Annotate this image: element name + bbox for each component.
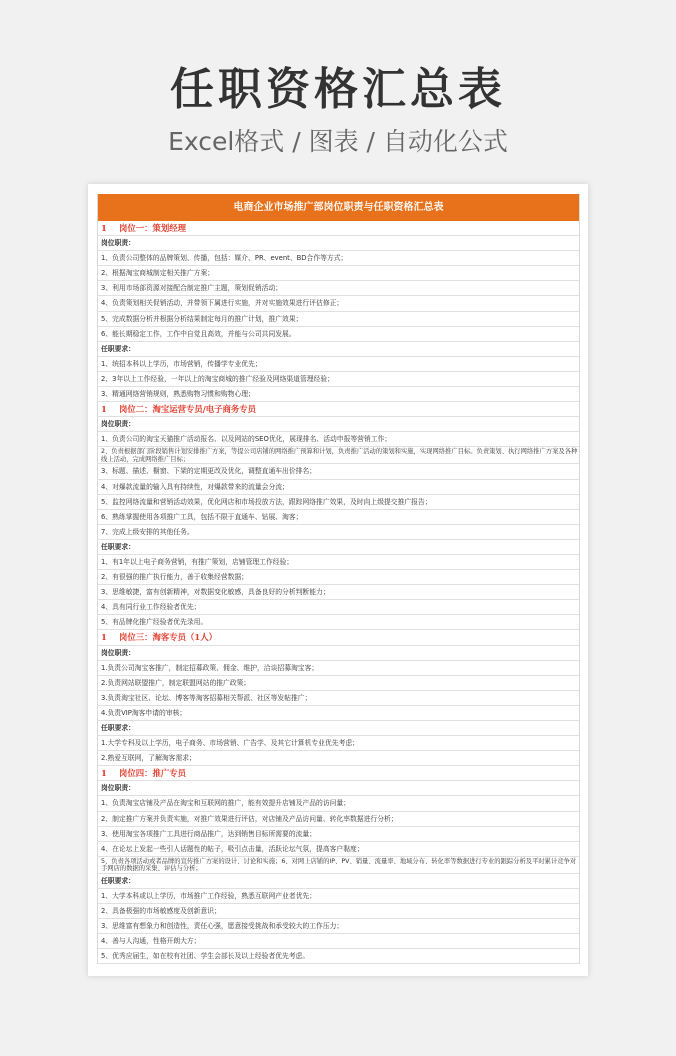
table-row: 2、负责根据部门阶段销售计划安排推广方案，等提公司店铺的网络推广预算和计划，负责推广活动的策划和实施，实现网络推广目标。负责策划、执行网络推广方案及各种线上活动，完成网络推广目标；	[98, 447, 579, 464]
table-row: 5、监控网络流量和营销活动效果，优化网店和市场投放方法，跟踪网络推广效果，及时向上级提交推广报告；	[98, 495, 579, 510]
subsection-label-row: 任职要求：	[98, 540, 579, 555]
table-row: 4、对爆款流量的输入具有持续性，对爆款带来的流量会分流；	[98, 480, 579, 495]
banner-title: 任职资格汇总表	[170, 64, 506, 115]
table-row: 1.大学专科及以上学历，电子商务、市场营销、广告学、及其它计算机专业优先考虑；	[98, 736, 579, 751]
table-row: 4、具有同行业工作经验者优先；	[98, 600, 579, 615]
table-row: 3.负责淘宝社区、论坛、博客等淘客招募相关帮派、社区等发帖推广；	[98, 691, 579, 706]
table-row: 3、精通网络营销规则，熟悉购物习惯和购物心理；	[98, 387, 579, 402]
table-row: 5、有品牌化推广经验者优先录用。	[98, 615, 579, 630]
section-number: 1	[101, 223, 107, 233]
table-row: 1、有1年以上电子商务营销，有推广策划，店铺管理工作经验；	[98, 555, 579, 570]
banner	[0, 0, 676, 160]
section-number: 1	[101, 768, 107, 779]
table-row: 1、负责公司的淘宝天猫推广活动报名、以及网站的SEO优化，展现排名、活动申报等营销工作；	[98, 432, 579, 447]
table-row: 1.负责公司淘宝客推广，制定招募政策、佣金、维护，洽谈招募淘宝客；	[98, 661, 579, 676]
table-row: 3、标题、描述、橱窗、下架的定期更改及优化，调整直通车出价排名；	[98, 464, 579, 479]
spreadsheet-preview	[88, 184, 588, 976]
table-row: 3、思维敏捷，富有创新精神，对数据变化敏感，具备良好的分析判断能力；	[98, 585, 579, 600]
table-row: 1、负责公司整体的品牌策划、传播，包括：媒介、PR、event、BD合作等方式；	[98, 251, 579, 266]
section-title-row	[98, 766, 579, 781]
table-row: 2、3年以上工作经验，一年以上的淘宝商城的推广经验及网络渠道管理经验；	[98, 372, 579, 387]
table-row: 4.负责VIP淘客申请的审核；	[98, 706, 579, 721]
summary-table	[97, 194, 580, 964]
subsection-label-row: 任职要求：	[98, 342, 579, 357]
table-row: 4、负责策划相关促销活动，并带领下属进行实施，并对实施效果进行评估修正；	[98, 296, 579, 311]
section-title: 岗位一：策划经理	[119, 223, 186, 233]
subsection-label-row: 任职要求：	[98, 874, 579, 889]
table-row: 2.负责网站联盟推广，制定联盟网站的推广政策；	[98, 676, 579, 691]
section-number: 1	[101, 404, 107, 415]
table-row: 2.熟爱互联网，了解淘客需求；	[98, 751, 579, 766]
section-title-row	[98, 221, 579, 236]
table-row: 6、能长期稳定工作，工作中自觉且高效，并能与公司共同发展。	[98, 327, 579, 342]
table-row: 5、负责各项活动或者品牌的宣传推广方案的设计、讨论和实施；6、对网上店铺的IP、PV、销量、流量率、地域分布、转化率等数据进行专业的跟踪分析及平时累计竞争对手网店的数据的采集、评估与分析；	[98, 857, 579, 874]
section-title: 岗位二：淘宝运营专员/电子商务专员	[119, 404, 257, 415]
table-row: 7、完成上级安排的其他任务。	[98, 525, 579, 540]
section-title-row	[98, 402, 579, 417]
table-row: 4、善与人沟通，性格开朗大方；	[98, 934, 579, 949]
table-row: 2、具备极强的市场敏感度及创新意识；	[98, 904, 579, 919]
table-row: 2、有很强的推广执行能力，善于收集经营数据；	[98, 570, 579, 585]
table-row: 4、在论坛上发起一些引人话题性的帖子，吸引点击量，活跃论坛气氛，提高客户黏度；	[98, 842, 579, 857]
section-title-row	[98, 630, 579, 645]
subsection-label-row: 任职要求：	[98, 721, 579, 736]
table-row: 6、熟练掌握使用各项推广工具，包括不限于直通车、钻展、淘客；	[98, 510, 579, 525]
table-row: 3、利用市场部资源对接配合制定推广主题，策划促销活动；	[98, 281, 579, 296]
section-title: 岗位三：淘客专员（1人）	[119, 632, 217, 643]
section-number: 1	[101, 632, 107, 643]
table-row: 3、使用淘宝各项推广工具进行商品推广，达到销售目标所需要的流量；	[98, 827, 579, 842]
subsection-label-row: 岗位职责：	[98, 646, 579, 661]
table-row: 2、根据淘宝商城制定相关推广方案；	[98, 266, 579, 281]
section-title: 岗位四：推广专员	[119, 768, 186, 779]
table-row: 2、制定推广方案并负责实施，对推广效果进行评估，对店铺及产品访问量、转化率数据进行分析；	[98, 812, 579, 827]
table-row: 1、大学本科或以上学历，市场推广工作经验，熟悉互联网产业者优先；	[98, 889, 579, 904]
table-header: 电商企业市场推广部岗位职责与任职资格汇总表	[98, 194, 579, 221]
table-row: 1、负责淘宝店铺及产品在淘宝和互联网的推广，能有效提升店铺及产品的访问量；	[98, 796, 579, 811]
table-row: 5、完成数据分析并根据分析结果制定每月的推广计划，推广效果；	[98, 312, 579, 327]
table-row: 3、思维富有想象力和创造性，责任心强，愿意接受挑战和承受较大的工作压力；	[98, 919, 579, 934]
subsection-label-row: 岗位职责：	[98, 781, 579, 796]
table-body	[98, 221, 579, 964]
banner-subtitle: Excel格式 / 图表 / 自动化公式	[168, 127, 508, 156]
table-row: 5、优秀应届生，如在校有社团、学生会部长及以上经验者优先考虑。	[98, 949, 579, 964]
subsection-label-row: 岗位职责：	[98, 417, 579, 432]
table-row: 1、统招本科以上学历，市场营销，传播学专业优先；	[98, 357, 579, 372]
subsection-label-row: 岗位职责：	[98, 236, 579, 251]
